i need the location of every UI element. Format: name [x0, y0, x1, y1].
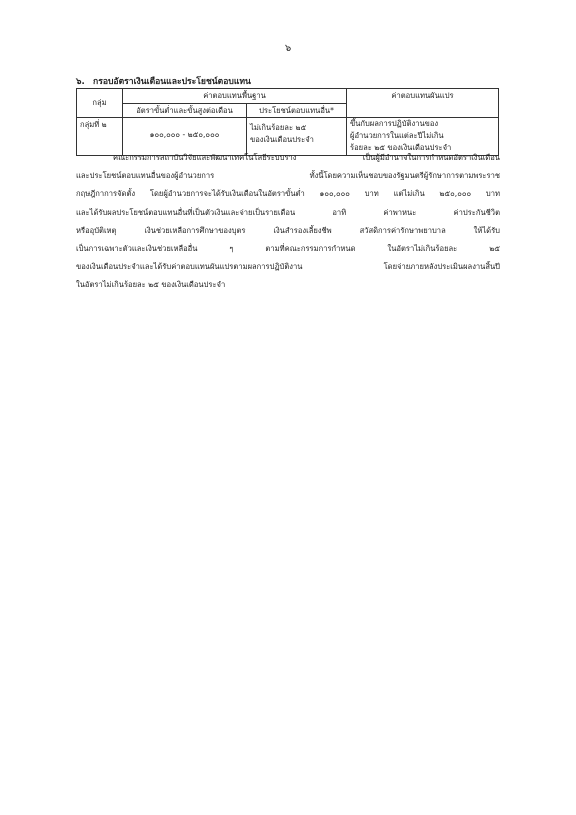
- paragraph-line: ในอัตราไม่เกินร้อยละ ๒๕ ของเงินเดือนประจำ: [76, 280, 226, 290]
- section-title: กรอบอัตราเงินเดือนและประโยชน์ตอบแทน: [93, 77, 251, 87]
- table-header-row: [77, 89, 499, 104]
- paragraph-line: ของเงินเดือนประจำและได้รับค่าตอบแทนผันแปรตามผลการปฏิบัติงาน โดยจ่ายภายหลังประเมินผลงานสิ้นปี: [76, 262, 500, 272]
- paragraph-line: กฤษฎีกาการจัดตั้ง โดยผู้อำนวยการจะได้รับเงินเดือนในอัตราขั้นต่ำ ๑๐๐,๐๐๐ บาท แต่ไม่เกิน ๒๕๐,๐๐๐ บาท: [76, 189, 500, 199]
- page-number: ๖: [284, 43, 292, 54]
- other-benefits-line-2: ของเงินเดือนประจำ: [250, 135, 314, 144]
- subheader-other-benefits: ประโยชน์ตอบแทนอื่น*: [247, 104, 347, 118]
- variable-line-1: ขึ้นกับผลการปฏิบัติงานของ: [350, 119, 439, 128]
- paragraph-line: หรืออุบัติเหตุ เงินช่วยเหลือการศึกษาของบุตร เงินสำรองเลี้ยงชีพ สวัสดิการค่ารักษาพยาบาล ให้ได้รับ: [76, 225, 500, 235]
- section-heading: [76, 74, 251, 88]
- paragraph-line: เป็นการเฉพาะตัวและเงินช่วยเหลืออื่น ๆ ตามที่คณะกรรมการกำหนด ในอัตราไม่เกินร้อยละ ๒๕: [76, 244, 500, 254]
- body-paragraph: [76, 149, 500, 295]
- header-group: กลุ่ม: [77, 89, 123, 118]
- group-label: กลุ่มที่ ๒: [80, 120, 107, 129]
- subheader-salary-range: อัตราขั้นต่ำและขั้นสูงต่อเดือน: [123, 104, 247, 118]
- paragraph-line: คณะกรรมการสถาบันวิจัยและพัฒนาเทคโนโลยีระบบราง เป็นผู้มีอำนาจในการกำหนดอัตราเงินเดือน: [113, 153, 500, 162]
- compensation-table: [76, 88, 499, 156]
- section-number: ๖.: [76, 77, 85, 87]
- header-base-compensation: ค่าตอบแทนพื้นฐาน: [123, 89, 347, 104]
- paragraph-line: และได้รับผลประโยชน์ตอบแทนอื่นที่เป็นตัวเงินและจ่ายเป็นรายเดือน อาทิ ค่าพาหนะ ค่าประกันชีวิต: [76, 207, 500, 217]
- paragraph-line: และประโยชน์ตอบแทนอื่นของผู้อำนวยการ ทั้งนี้โดยความเห็นชอบของรัฐมนตรีผู้รักษาการตามพระราช: [76, 171, 500, 181]
- other-benefits-line-1: ไม่เกินร้อยละ ๒๕: [250, 123, 307, 132]
- salary-range-value: ๑๐๐,๐๐๐ - ๒๕๐,๐๐๐: [149, 130, 220, 139]
- variable-line-3: ร้อยละ ๒๕ ของเงินเดือนประจำ: [350, 143, 452, 152]
- header-variable-compensation: ค่าตอบแทนผันแปร: [347, 89, 499, 118]
- variable-line-2: ผู้อำนวยการในแต่ละปีไม่เกิน: [350, 131, 444, 140]
